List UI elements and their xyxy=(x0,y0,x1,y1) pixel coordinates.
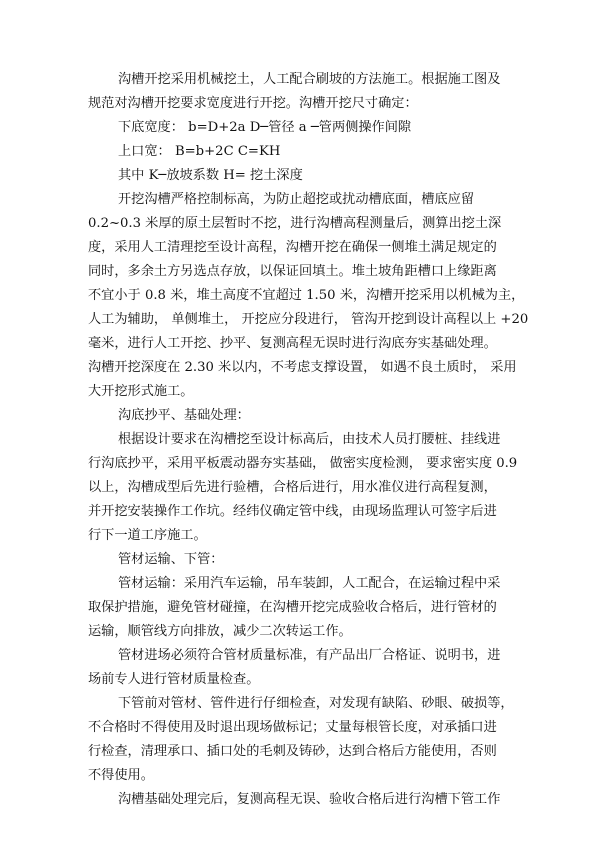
text-line: 行沟底抄平，采用平板震动器夯实基础， 做密实度检测， 要求密实度 0.9 xyxy=(88,456,518,471)
text-line: 以上，沟槽成型后先进行验槽，合格后进行，用水准仪进行高程复测， xyxy=(88,480,497,495)
text-line: 毫米，进行人工开挖、抄平、复测高程无误时进行沟底夯实基础处理。 xyxy=(88,336,497,351)
text-line: 管材运输：采用汽车运输，吊车装卸，人工配合，在运输过程中采 xyxy=(118,576,501,591)
text-line: 上口宽： B=b+2C C=KH xyxy=(118,144,281,159)
text-line: 沟槽开挖深度在 2.30 米以内，不考虑支撑设置， 如遇不良土质时， 采用 xyxy=(88,360,517,375)
text-line: 下底宽度： b=D+2a D─管径 a ─管两侧操作间隙 xyxy=(118,120,412,135)
text-line: 不合格时不得使用及时退出现场做标记；丈量每根管长度，对承插口进 xyxy=(88,720,497,735)
text-line: 不得使用。 xyxy=(88,768,154,783)
text-line: 度，采用人工清理挖至设计高程，沟槽开挖在确保一侧堆土满足规定的 xyxy=(88,240,497,255)
text-line: 人工为辅助， 单侧堆土， 开挖应分段进行， 管沟开挖到设计高程以上 +20 xyxy=(88,312,529,327)
text-line: 大开挖形式施工。 xyxy=(88,384,194,399)
text-line: 沟槽开挖采用机械挖土，人工配合刷坡的方法施工。根据施工图及 xyxy=(118,72,501,87)
text-line: 场前专人进行管材质量检查。 xyxy=(88,672,260,687)
section-heading: 沟底抄平、基础处理： xyxy=(118,408,250,423)
text-line: 沟槽基础处理完后，复测高程无误、验收合格后进行沟槽下管工作 xyxy=(118,792,501,807)
text-line: 同时，多余土方另选点存放，以保证回填土。堆土坡角距槽口上缘距离 xyxy=(88,264,497,279)
text-line: 行检查，清理承口、插口处的毛刺及铸砂，达到合格后方能使用，否则 xyxy=(88,744,497,759)
text-line: 取保护措施，避免管材碰撞，在沟槽开挖完成验收合格后，进行管材的 xyxy=(88,600,497,615)
section-heading: 管材运输、下管： xyxy=(118,552,224,567)
text-line: 行下一道工序施工。 xyxy=(88,528,207,543)
text-line: 其中 K─放坡系数 H= 挖土深度 xyxy=(118,168,303,183)
text-line: 规范对沟槽开挖要求宽度进行开挖。沟槽开挖尺寸确定： xyxy=(88,96,418,111)
text-line: 管材进场必须符合管材质量标准，有产品出厂合格证、说明书，进 xyxy=(118,648,501,663)
text-line: 0.2~0.3 米厚的原土层暂时不挖，进行沟槽高程测量后，测算出挖土深 xyxy=(88,216,502,231)
text-line: 根据设计要求在沟槽挖至设计标高后，由技术人员打腰桩、挂线进 xyxy=(118,432,501,447)
text-line: 运输，顺管线方向排放，减少二次转运工作。 xyxy=(88,624,352,639)
text-line: 不宜小于 0.8 米，堆土高度不宜超过 1.50 米，沟槽开挖采用以机械为主， xyxy=(88,288,525,303)
text-line: 并开挖安装操作工作坑。经纬仪确定管中线，由现场监理认可签字后进 xyxy=(88,504,497,519)
text-line: 下管前对管材、管件进行仔细检查，对发现有缺陷、砂眼、破损等， xyxy=(118,696,514,711)
text-line: 开挖沟槽严格控制标高，为防止超挖或扰动槽底面，槽底应留 xyxy=(118,192,475,207)
